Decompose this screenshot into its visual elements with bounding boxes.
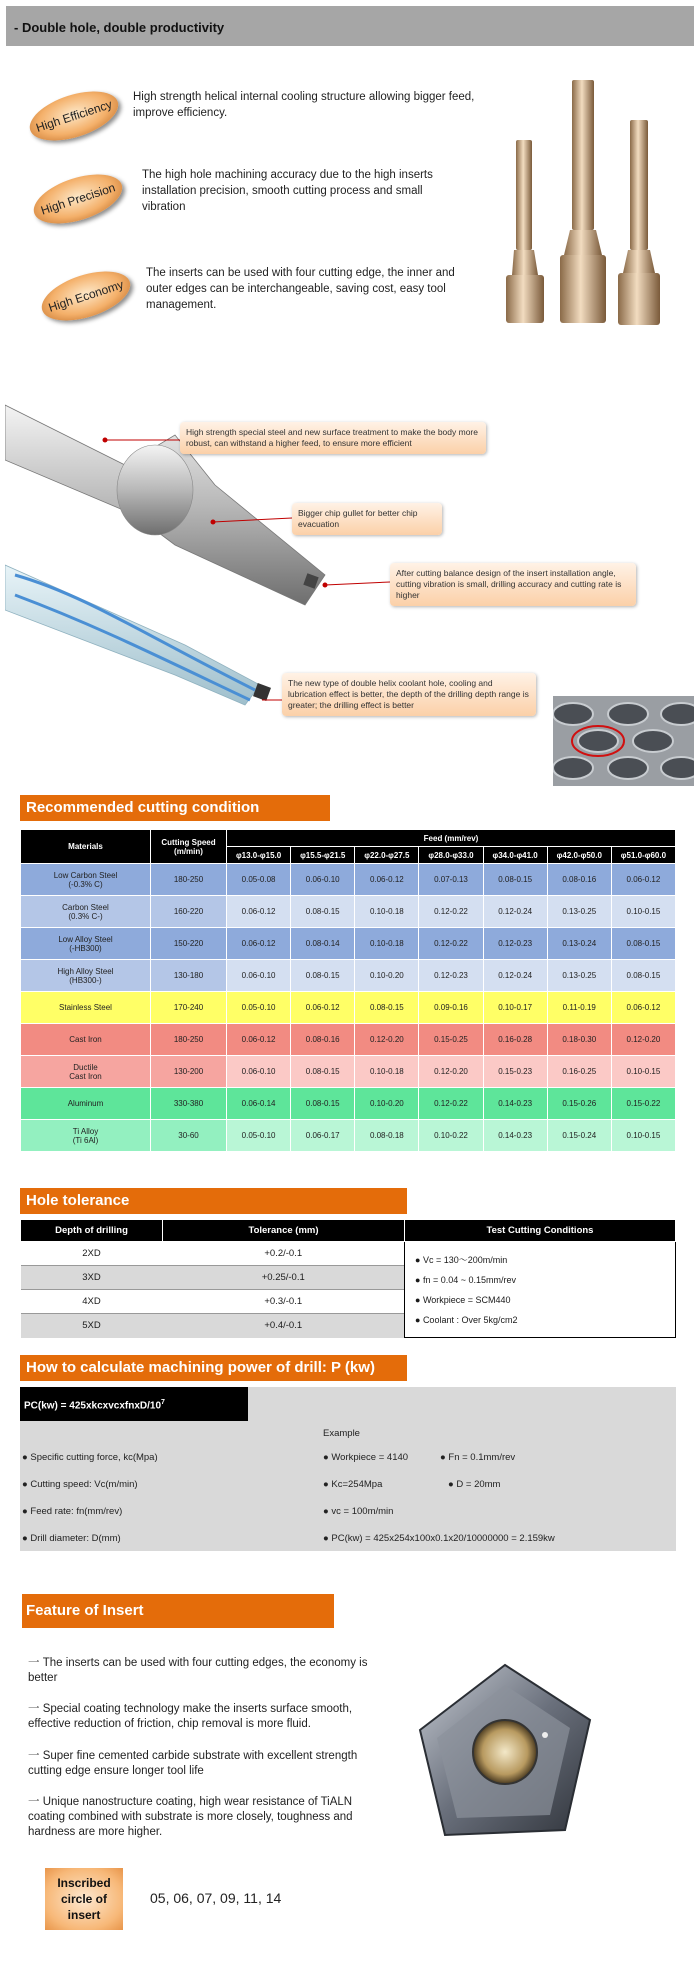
tol-value: +0.3/-0.1 bbox=[163, 1290, 405, 1314]
dash-mark: 一 bbox=[28, 1796, 40, 1808]
feed-cell: 0.08-0.15 bbox=[291, 896, 355, 928]
speed-cell: 160-220 bbox=[151, 896, 227, 928]
example-label: Example bbox=[323, 1428, 360, 1439]
material-detail: (Ti 6Al) bbox=[72, 1135, 99, 1145]
example-kc-text: Kc=254Mpa bbox=[331, 1479, 383, 1490]
feed-cell: 0.12-0.22 bbox=[419, 928, 483, 960]
feed-cell: 0.06-0.12 bbox=[227, 1024, 291, 1056]
material-cell bbox=[21, 1120, 151, 1152]
feed-cell: 0.08-0.16 bbox=[547, 864, 611, 896]
insert-image bbox=[415, 1660, 595, 1840]
inscribed-circle-values: 05, 06, 07, 09, 11, 14 bbox=[150, 1890, 282, 1906]
feed-cell: 0.06-0.17 bbox=[291, 1120, 355, 1152]
param-vc: ● Cutting speed: Vc(m/min) bbox=[22, 1479, 138, 1490]
formula-exponent: 7 bbox=[161, 1399, 165, 1406]
feed-cell: 0.08-0.15 bbox=[291, 1056, 355, 1088]
insert-feature-text: Super fine cemented carbide substrate with excellent strength cutting edge ensure longer tool life bbox=[28, 1750, 358, 1777]
col-cutting-speed: Cutting Speed (m/min) bbox=[151, 830, 227, 864]
material-name: High Alloy Steel bbox=[57, 966, 114, 976]
feed-cell: 0.12-0.24 bbox=[483, 960, 547, 992]
badge-label: High Precision bbox=[39, 180, 117, 218]
feed-cell: 0.06-0.10 bbox=[227, 1056, 291, 1088]
feed-cell: 0.06-0.12 bbox=[227, 928, 291, 960]
cutting-table bbox=[20, 829, 676, 1152]
example-workpiece-text: Workpiece = 4140 bbox=[331, 1452, 409, 1463]
param-kc-text: Specific cutting force, kc(Mpa) bbox=[30, 1452, 158, 1463]
feed-cell: 0.12-0.24 bbox=[483, 896, 547, 928]
condition-workpiece: Workpiece = SCM440 bbox=[422, 1294, 511, 1305]
example-pc-text: PC(kw) = 425x254x100x0.1x20/10000000 = 2.159kw bbox=[331, 1533, 555, 1544]
feed-cell: 0.16-0.25 bbox=[547, 1056, 611, 1088]
feed-cell: 0.11-0.19 bbox=[547, 992, 611, 1024]
table-row bbox=[21, 992, 676, 1024]
example-pc: ● PC(kw) = 425x254x100x0.1x20/10000000 = 2.159kw bbox=[323, 1533, 555, 1544]
insert-feature-text: The inserts can be used with four cutting edges, the economy is better bbox=[28, 1657, 368, 1684]
param-fn-text: Feed rate: fn(mm/rev) bbox=[30, 1506, 123, 1517]
drilled-plate-image bbox=[553, 696, 694, 786]
col-tolerance: Tolerance (mm) bbox=[163, 1220, 405, 1242]
material-cell bbox=[21, 928, 151, 960]
feed-cell: 0.07-0.13 bbox=[419, 864, 483, 896]
feed-cell: 0.09-0.16 bbox=[419, 992, 483, 1024]
formula-text: PC(kw) = 425xkcxvcxfnxD/10 bbox=[24, 1400, 162, 1412]
feed-cell: 0.08-0.15 bbox=[611, 928, 675, 960]
badge-label: High Economy bbox=[46, 277, 126, 315]
material-cell bbox=[21, 992, 151, 1024]
feed-cell: 0.12-0.23 bbox=[483, 928, 547, 960]
feed-cell: 0.10-0.20 bbox=[355, 960, 419, 992]
feed-cell: 0.14-0.23 bbox=[483, 1088, 547, 1120]
material-cell bbox=[21, 864, 151, 896]
feed-cell: 0.06-0.12 bbox=[355, 864, 419, 896]
callout-body: High strength special steel and new surface treatment to make the body more robust, can withstand a higher feed, to ensure more efficient bbox=[180, 422, 486, 454]
speed-cell: 130-180 bbox=[151, 960, 227, 992]
col-materials: Materials bbox=[21, 830, 151, 864]
col-diameter: φ34.0-φ41.0 bbox=[483, 847, 547, 864]
feed-cell: 0.08-0.15 bbox=[611, 960, 675, 992]
page-header: - Double hole, double productivity bbox=[6, 6, 694, 46]
material-name: Low Carbon Steel bbox=[53, 870, 118, 880]
param-vc-text: Cutting speed: Vc(m/min) bbox=[30, 1479, 138, 1490]
badge-label: High Efficiency bbox=[34, 97, 114, 135]
feed-cell: 0.12-0.20 bbox=[355, 1024, 419, 1056]
col-diameter: φ13.0-φ15.0 bbox=[227, 847, 291, 864]
feed-cell: 0.10-0.20 bbox=[355, 1088, 419, 1120]
feed-cell: 0.13-0.25 bbox=[547, 960, 611, 992]
material-name: Cast Iron bbox=[69, 1035, 102, 1044]
col-diameter: φ42.0-φ50.0 bbox=[547, 847, 611, 864]
tol-depth: 5XD bbox=[21, 1314, 163, 1338]
tol-value: +0.4/-0.1 bbox=[163, 1314, 405, 1338]
table-row bbox=[21, 928, 676, 960]
feed-cell: 0.10-0.17 bbox=[483, 992, 547, 1024]
example-fn-text: Fn = 0.1mm/rev bbox=[448, 1452, 516, 1463]
feed-cell: 0.10-0.18 bbox=[355, 1056, 419, 1088]
insert-feature-3 bbox=[28, 1749, 388, 1779]
tol-value: +0.2/-0.1 bbox=[163, 1242, 405, 1266]
example-fn: ● Fn = 0.1mm/rev bbox=[440, 1452, 516, 1463]
insert-feature-4 bbox=[28, 1795, 388, 1840]
insert-feature-text: Unique nanostructure coating, high wear resistance of TiALN coating combined with substrate is more closely, toughness and hardness are more higher. bbox=[28, 1796, 353, 1838]
feature-text-efficiency: High strength helical internal cooling structure allowing bigger feed, improve efficiency. bbox=[133, 91, 475, 119]
example-kc: ● Kc=254Mpa bbox=[323, 1479, 383, 1490]
material-name: Aluminum bbox=[67, 1099, 104, 1108]
tol-depth: 4XD bbox=[21, 1290, 163, 1314]
material-cell bbox=[21, 1056, 151, 1088]
material-cell bbox=[21, 1024, 151, 1056]
test-conditions: ● Vc = 130～200m/min ● fn = 0.04 ~ 0.15mm/rev ● Workpiece = SCM440 ● Coolant : Over 5kg/cm2 bbox=[405, 1242, 676, 1338]
feed-cell: 0.06-0.12 bbox=[611, 864, 675, 896]
material-name: Stainless Steel bbox=[59, 1003, 112, 1012]
col-feed: Feed (mm/rev) bbox=[227, 830, 676, 847]
material-name: Carbon Steel bbox=[62, 902, 109, 912]
col-depth: Depth of drilling bbox=[21, 1220, 163, 1242]
feed-cell: 0.14-0.23 bbox=[483, 1120, 547, 1152]
speed-cell: 30-60 bbox=[151, 1120, 227, 1152]
feed-cell: 0.05-0.08 bbox=[227, 864, 291, 896]
callout-chip-gullet: Bigger chip gullet for better chip evacuation bbox=[292, 503, 442, 535]
feed-cell: 0.10-0.22 bbox=[419, 1120, 483, 1152]
table-row bbox=[21, 1088, 676, 1120]
material-cell bbox=[21, 1088, 151, 1120]
feed-cell: 0.16-0.28 bbox=[483, 1024, 547, 1056]
tolerance-heading: Hole tolerance bbox=[20, 1188, 407, 1214]
col-diameter: φ22.0-φ27.5 bbox=[355, 847, 419, 864]
feed-cell: 0.06-0.12 bbox=[227, 896, 291, 928]
power-formula bbox=[20, 1387, 248, 1421]
feed-cell: 0.12-0.20 bbox=[419, 1056, 483, 1088]
insert-heading: Feature of Insert bbox=[22, 1594, 334, 1628]
table-row bbox=[21, 1120, 676, 1152]
inscribed-circle-label: Inscribed circle of insert bbox=[45, 1868, 123, 1930]
callout-insert-angle: After cutting balance design of the insert installation angle, cutting vibration is small, drilling accuracy and cutting rate is higher bbox=[390, 563, 636, 606]
dash-mark: 一 bbox=[28, 1703, 40, 1715]
table-row bbox=[21, 1024, 676, 1056]
feed-cell: 0.06-0.10 bbox=[291, 864, 355, 896]
example-d-text: D = 20mm bbox=[456, 1479, 501, 1490]
cutting-heading: Recommended cutting condition bbox=[20, 795, 330, 821]
param-d: ● Drill diameter: D(mm) bbox=[22, 1533, 121, 1544]
material-name: Ductile bbox=[73, 1062, 98, 1072]
feed-cell: 0.06-0.12 bbox=[291, 992, 355, 1024]
material-detail: Cast Iron bbox=[69, 1071, 102, 1081]
tol-value: +0.25/-0.1 bbox=[163, 1266, 405, 1290]
example-workpiece: ● Workpiece = 4140 bbox=[323, 1452, 409, 1463]
feed-cell: 0.08-0.15 bbox=[355, 992, 419, 1024]
feed-cell: 0.10-0.15 bbox=[611, 1120, 675, 1152]
feed-cell: 0.08-0.16 bbox=[291, 1024, 355, 1056]
speed-cell: 180-250 bbox=[151, 864, 227, 896]
material-name: Ti Alloy bbox=[72, 1126, 99, 1136]
condition-coolant: Coolant : Over 5kg/cm2 bbox=[422, 1314, 518, 1325]
speed-cell: 180-250 bbox=[151, 1024, 227, 1056]
feed-cell: 0.12-0.23 bbox=[419, 960, 483, 992]
feed-cell: 0.06-0.10 bbox=[227, 960, 291, 992]
dash-mark: 一 bbox=[28, 1657, 40, 1669]
speed-cell: 150-220 bbox=[151, 928, 227, 960]
material-detail: (0.3% C-) bbox=[68, 911, 103, 921]
insert-feature-2 bbox=[28, 1702, 388, 1732]
callout-pointers bbox=[0, 0, 700, 740]
feature-text-economy: The inserts can be used with four cutting edge, the inner and outer edges can be interchangeable, saving cost, easy tool management. bbox=[146, 267, 455, 311]
col-test-conditions: Test Cutting Conditions bbox=[405, 1220, 676, 1242]
condition-vc: Vc = 130～200m/min bbox=[422, 1254, 508, 1265]
col-diameter: φ28.0-φ33.0 bbox=[419, 847, 483, 864]
col-diameter: φ51.0-φ60.0 bbox=[611, 847, 675, 864]
dash-mark: 一 bbox=[28, 1750, 40, 1762]
feed-cell: 0.15-0.23 bbox=[483, 1056, 547, 1088]
table-row bbox=[21, 1056, 676, 1088]
feed-cell: 0.06-0.12 bbox=[611, 992, 675, 1024]
feed-cell: 0.13-0.24 bbox=[547, 928, 611, 960]
example-d: ● D = 20mm bbox=[448, 1479, 501, 1490]
material-cell bbox=[21, 960, 151, 992]
example-vc: ● vc = 100m/min bbox=[323, 1506, 394, 1517]
feed-cell: 0.12-0.22 bbox=[419, 896, 483, 928]
material-detail: (-HB300) bbox=[69, 943, 102, 953]
feed-cell: 0.05-0.10 bbox=[227, 992, 291, 1024]
insert-feature-text: Special coating technology make the inserts surface smooth, effective reduction of friction, chip removal is more fluid. bbox=[28, 1703, 353, 1730]
table-row bbox=[21, 960, 676, 992]
material-detail: (HB300-) bbox=[69, 975, 102, 985]
feature-text-precision: The high hole machining accuracy due to the high inserts installation precision, smooth cutting process and small vibration bbox=[142, 169, 433, 213]
condition-fn: fn = 0.04 ~ 0.15mm/rev bbox=[422, 1274, 516, 1285]
material-detail: (-0.3% C) bbox=[68, 879, 103, 889]
table-row bbox=[21, 864, 676, 896]
feed-cell: 0.12-0.20 bbox=[611, 1024, 675, 1056]
table-row bbox=[21, 896, 676, 928]
feed-cell: 0.12-0.22 bbox=[419, 1088, 483, 1120]
feed-cell: 0.08-0.15 bbox=[291, 960, 355, 992]
tol-depth: 2XD bbox=[21, 1242, 163, 1266]
feed-cell: 0.15-0.26 bbox=[547, 1088, 611, 1120]
speed-cell: 130-200 bbox=[151, 1056, 227, 1088]
feed-cell: 0.13-0.25 bbox=[547, 896, 611, 928]
feed-cell: 0.08-0.14 bbox=[291, 928, 355, 960]
feed-cell: 0.10-0.15 bbox=[611, 896, 675, 928]
feed-cell: 0.06-0.14 bbox=[227, 1088, 291, 1120]
param-fn: ● Feed rate: fn(mm/rev) bbox=[22, 1506, 123, 1517]
power-heading: How to calculate machining power of drill: P (kw) bbox=[20, 1355, 407, 1381]
param-d-text: Drill diameter: D(mm) bbox=[30, 1533, 121, 1544]
feed-cell: 0.10-0.18 bbox=[355, 896, 419, 928]
insert-feature-1 bbox=[28, 1656, 388, 1686]
feed-cell: 0.08-0.15 bbox=[291, 1088, 355, 1120]
example-vc-text: vc = 100m/min bbox=[331, 1506, 394, 1517]
material-name: Low Alloy Steel bbox=[58, 934, 113, 944]
feed-cell: 0.10-0.15 bbox=[611, 1056, 675, 1088]
feed-cell: 0.15-0.24 bbox=[547, 1120, 611, 1152]
feed-cell: 0.15-0.22 bbox=[611, 1088, 675, 1120]
speed-cell: 170-240 bbox=[151, 992, 227, 1024]
feed-cell: 0.15-0.25 bbox=[419, 1024, 483, 1056]
feed-cell: 0.18-0.30 bbox=[547, 1024, 611, 1056]
param-kc: ● Specific cutting force, kc(Mpa) bbox=[22, 1452, 158, 1463]
material-cell bbox=[21, 896, 151, 928]
col-diameter: φ15.5-φ21.5 bbox=[291, 847, 355, 864]
feed-cell: 0.08-0.18 bbox=[355, 1120, 419, 1152]
tol-depth: 3XD bbox=[21, 1266, 163, 1290]
speed-cell: 330-380 bbox=[151, 1088, 227, 1120]
callout-coolant: The new type of double helix coolant hole, cooling and lubrication effect is better, the depth of the drilling depth range is greater; the drilling effect is better bbox=[282, 673, 536, 716]
feed-cell: 0.08-0.15 bbox=[483, 864, 547, 896]
feed-cell: 0.10-0.18 bbox=[355, 928, 419, 960]
feed-cell: 0.05-0.10 bbox=[227, 1120, 291, 1152]
tolerance-table bbox=[20, 1219, 676, 1338]
